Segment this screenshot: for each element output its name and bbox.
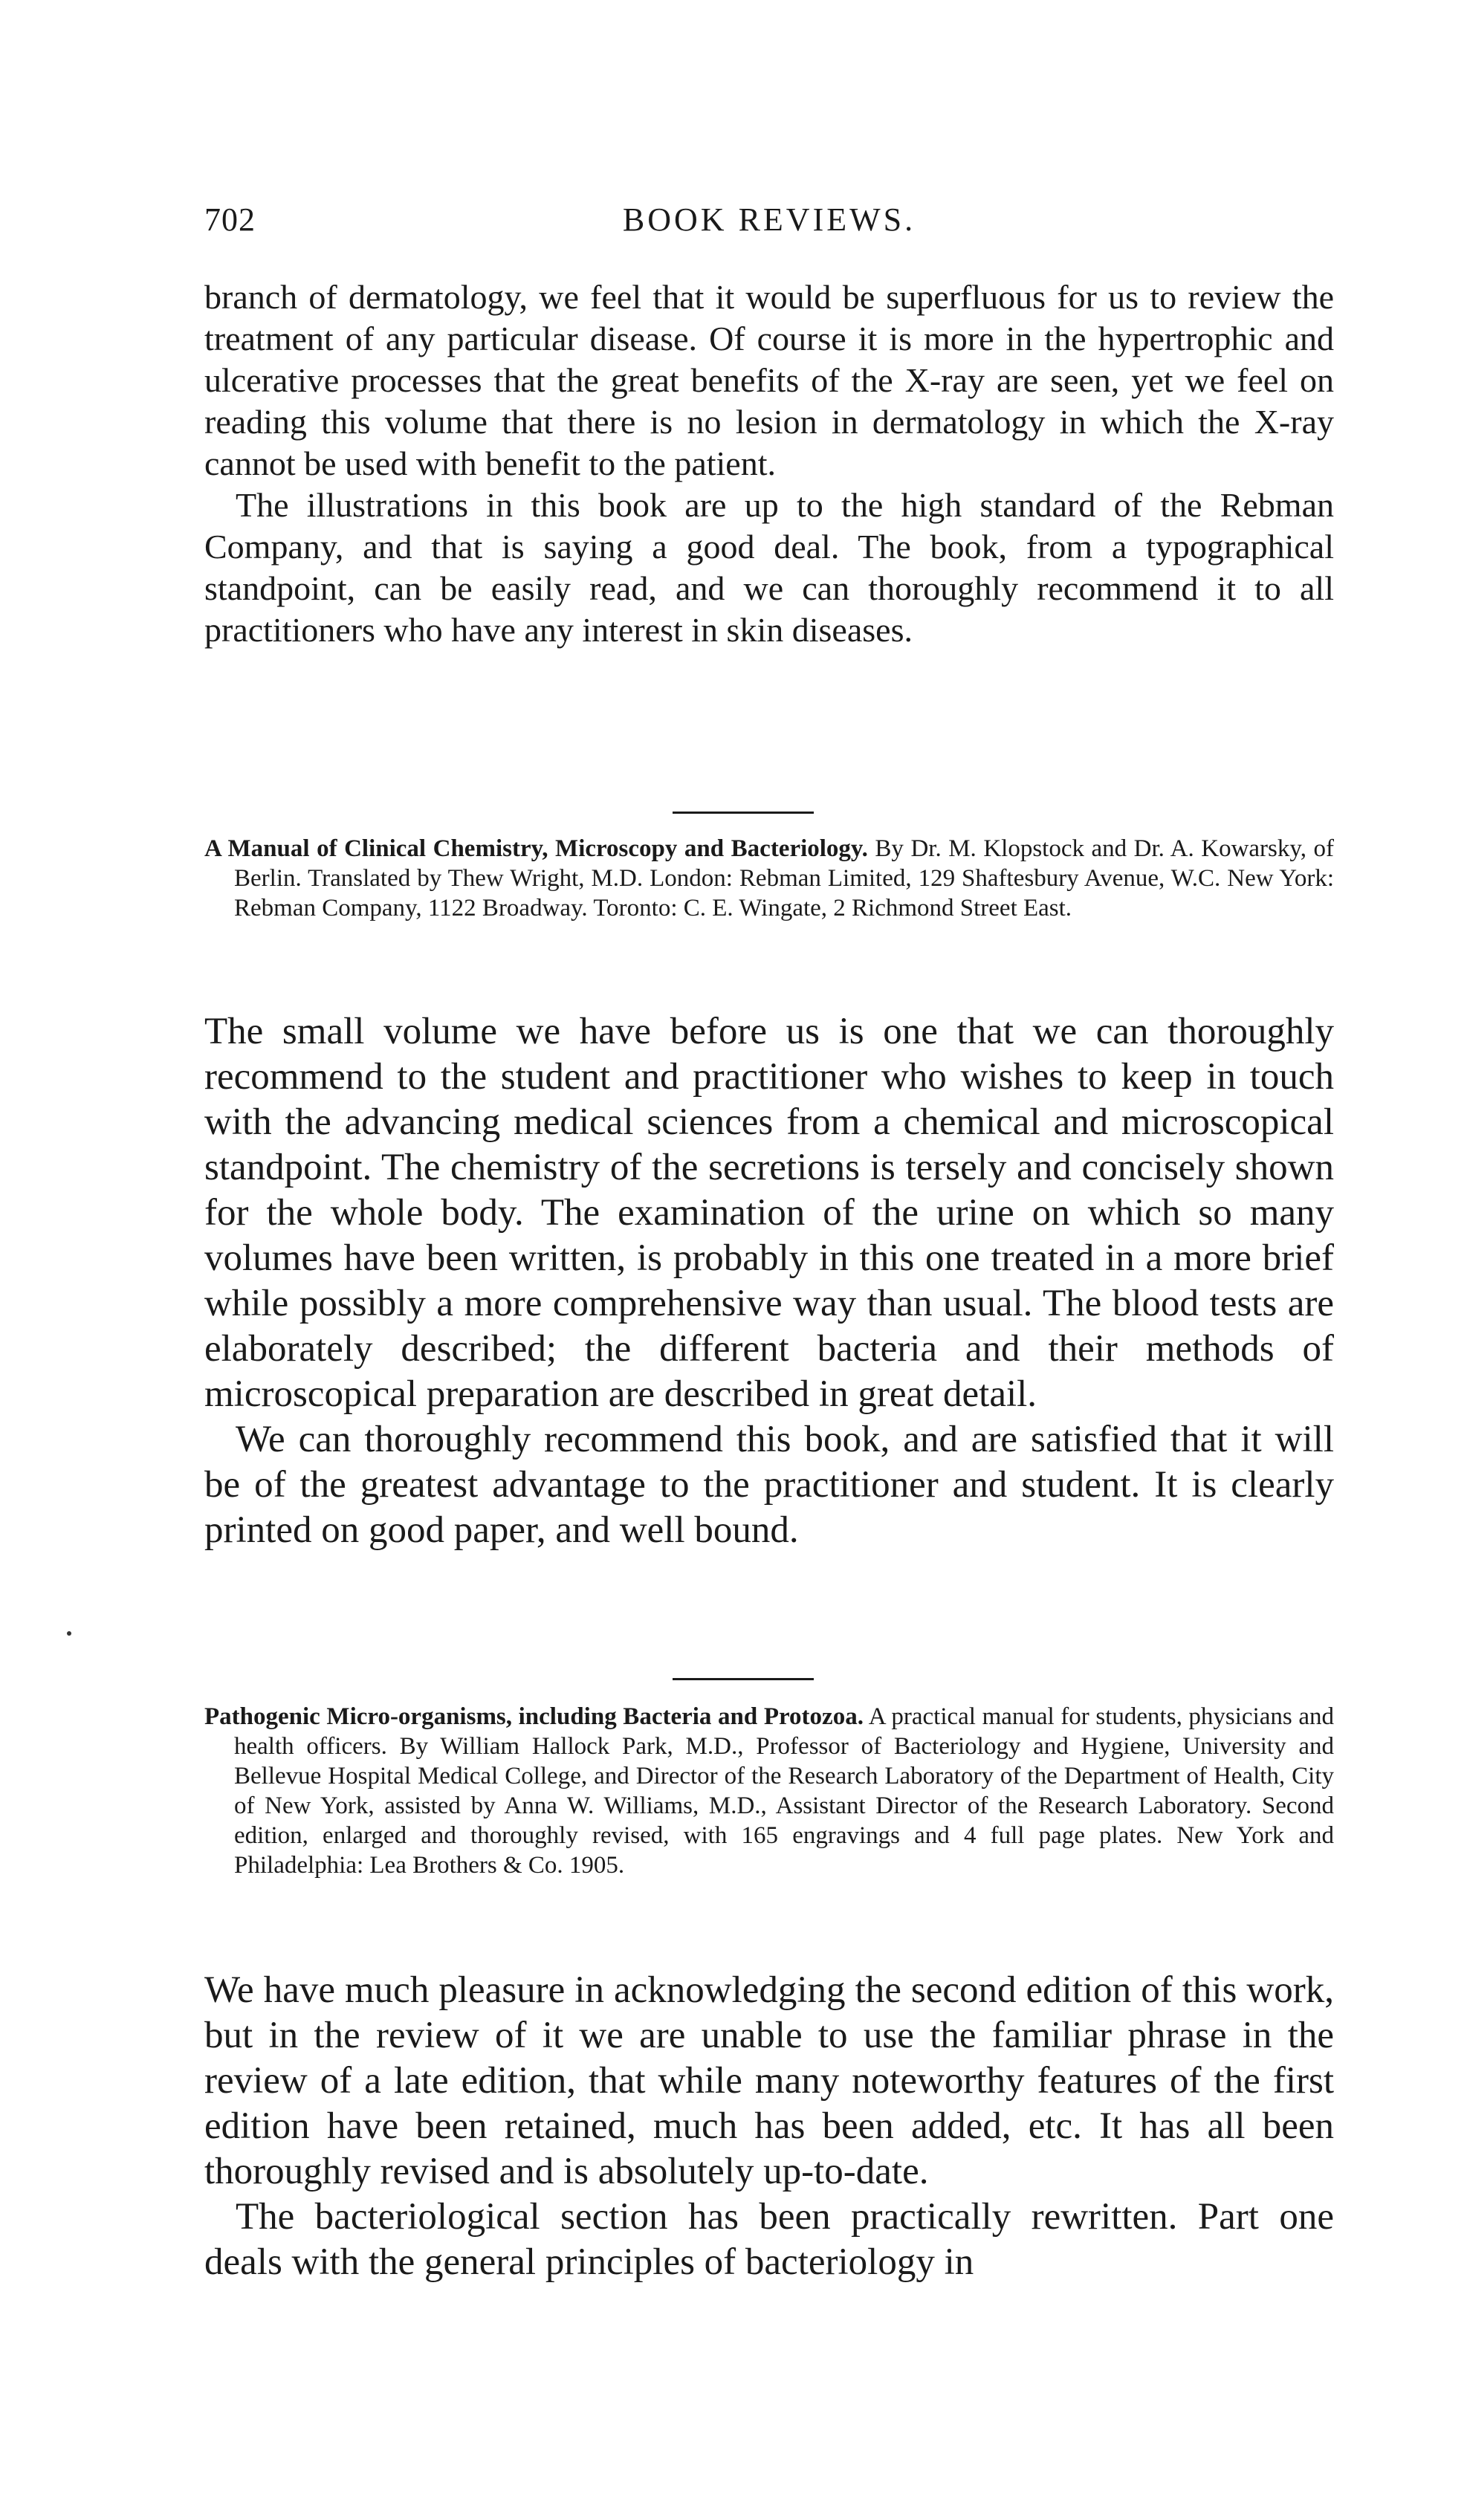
body-paragraph: branch of dermatology, we feel that it would be superfluous for us to review the treatment of any particular disease. Of course it is more in the hypertrophic and ulcerative processes that the great benefits of the X-ray are seen, yet we feel on reading this volume that there is no lesion in dermatology in which the X-ray cannot be used with benefit to the patient. bbox=[204, 278, 1334, 482]
book-details: By Dr. M. Klopstock and Dr. A. Kowarsky, of Berlin. Translated by Thew Wright, M.D. London: Rebman Limited, 129 Shaftesbury Avenue, W.C. New York: Rebman Company, 1122 Broadway. Toronto: C. E. Wingate, 2 Richmond Street East. bbox=[234, 835, 1335, 921]
section-divider bbox=[673, 812, 814, 814]
review-citation bbox=[204, 834, 1334, 923]
page-number: 702 bbox=[204, 201, 256, 238]
page-header bbox=[204, 201, 1334, 245]
citation-block bbox=[204, 1702, 1334, 1880]
book-details: A practical manual for students, physicians and health officers. By William Hallock Park, M.D., Professor of Bacteriology and Hygiene, University and Bellevue Hospital Medical College, and Director of the Research Laboratory of the Department of Health, City of New York, assisted by Anna W. Williams, M.D., Assistant Director of the Research Laboratory. Second edition, enlarged and thoroughly revised, with 165 engravings and 4 full page plates. New York and Philadelphia: Lea Brothers & Co. 1905. bbox=[234, 1703, 1334, 1879]
review-continuation bbox=[204, 276, 1334, 651]
review-body bbox=[204, 1968, 1334, 2285]
body-paragraph: The bacteriological section has been practically rewritten. Part one deals with the general principles of bacteriology in bbox=[204, 2196, 1334, 2283]
body-paragraph: The illustrations in this book are up to the high standard of the Rebman Company, and that is saying a good deal. The book, from a typographical standpoint, can be easily read, and we can thoroughly recommend it to all practitioners who have any interest in skin diseases. bbox=[204, 486, 1334, 649]
body-paragraph: The small volume we have before us is one that we can thoroughly recommend to the student and practitioner who wishes to keep in touch with the advancing medical sciences from a chemical and microscopical standpoint. The chemistry of the secretions is tersely and concisely shown for the whole body. The examination of the urine on which so many volumes have been written, is probably in this one treated in a more brief while possibly a more comprehensive way than usual. The blood tests are elaborately described; the different bacteria and their methods of microscopical preparation are described in great detail. bbox=[204, 1011, 1334, 1415]
review-citation bbox=[204, 1702, 1334, 1880]
section-divider bbox=[673, 1678, 814, 1680]
body-paragraph: We have much pleasure in acknowledging the second edition of this work, but in the review of it we are unable to use the familiar phrase in the review of a late edition, that while many noteworthy features of the first edition have been retained, much has been added, etc. It has all been thoroughly revised and is absolutely up-to-date. bbox=[204, 1969, 1334, 2192]
margin-mark bbox=[67, 1631, 71, 1636]
review-body bbox=[204, 1009, 1334, 1553]
citation-block bbox=[204, 834, 1334, 923]
book-title: Pathogenic Micro-organisms, including Bacteria and Protozoa. bbox=[204, 1703, 864, 1730]
body-paragraph: We can thoroughly recommend this book, and are satisfied that it will be of the greatest advantage to the practitioner and student. It is clearly printed on good paper, and well bound. bbox=[204, 1419, 1334, 1551]
running-title: BOOK REVIEWS. bbox=[622, 201, 916, 238]
book-title: A Manual of Clinical Chemistry, Microscopy and Bacteriology. bbox=[204, 835, 868, 862]
